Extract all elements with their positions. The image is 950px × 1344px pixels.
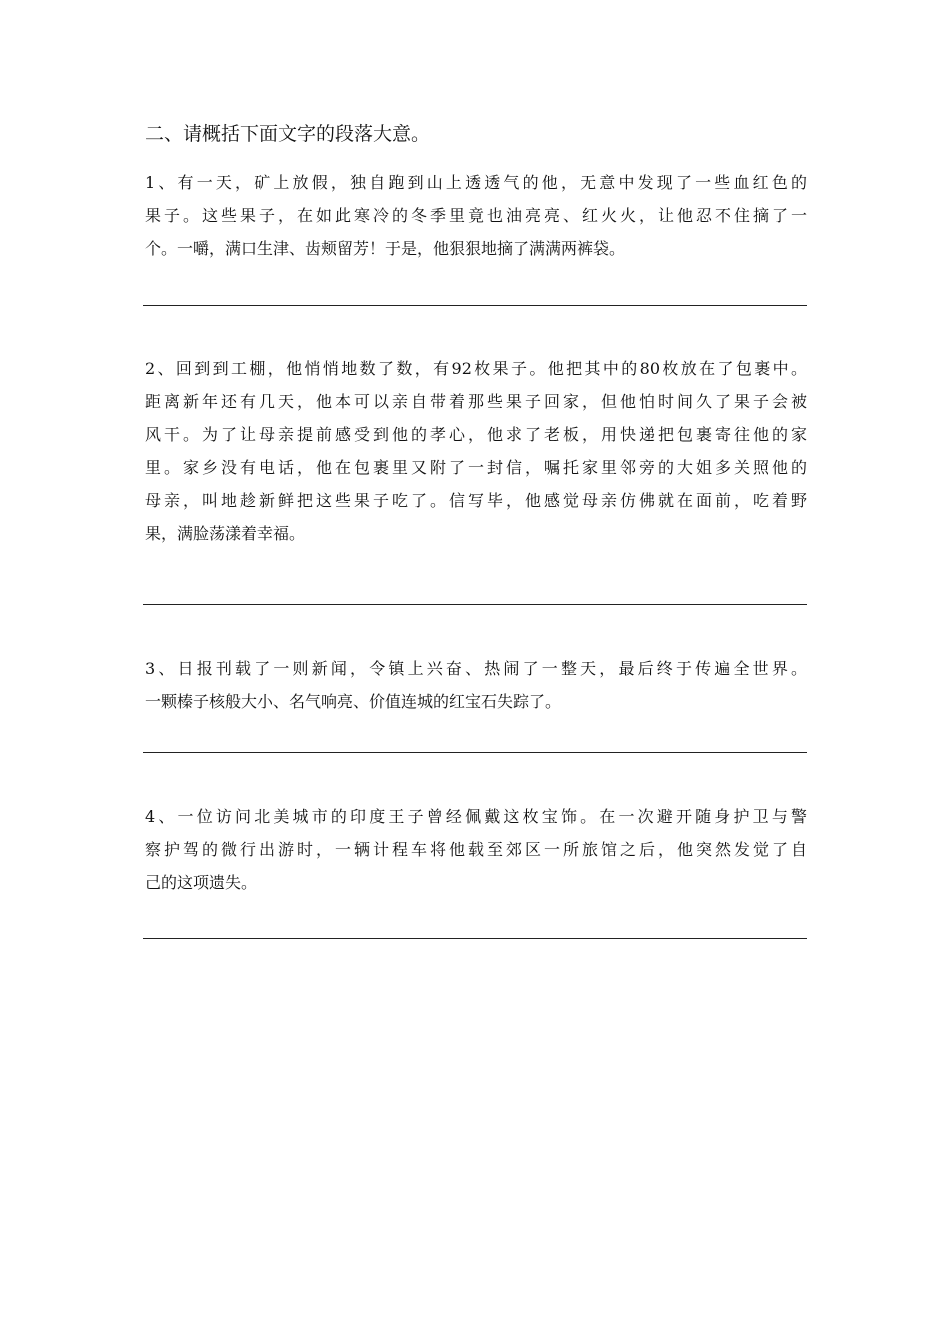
paragraph-line: 2、回到到工棚，他悄悄地数了数，有92枚果子。他把其中的80枚放在了包裹中。 (145, 359, 807, 378)
answer-line-3[interactable] (143, 752, 807, 753)
answer-line-4[interactable] (143, 938, 807, 939)
paragraph-line: 一颗榛子核般大小、名气响亮、价值连城的红宝石失踪了。 (145, 692, 562, 711)
paragraph-3 (145, 652, 807, 718)
paragraph-line: 3、日报刊载了一则新闻，令镇上兴奋、热闹了一整天，最后终于传遍全世界。 (145, 659, 807, 678)
answer-line-1[interactable] (143, 305, 807, 306)
paragraph-line: 1、有一天，矿上放假，独自跑到山上透透气的他，无意中发现了一些血红色的 (145, 173, 807, 192)
paragraph-line: 母亲，叫地趁新鲜把这些果子吃了。信写毕，他感觉母亲仿佛就在面前，吃着野 (145, 491, 807, 510)
paragraph-1 (145, 166, 807, 265)
section-heading: 二、请概括下面文字的段落大意。 (145, 123, 431, 145)
paragraph-2 (145, 352, 807, 550)
paragraph-4 (145, 800, 807, 899)
paragraph-line: 4、一位访问北美城市的印度王子曾经佩戴这枚宝饰。在一次避开随身护卫与警 (145, 807, 807, 826)
paragraph-line: 个。一嚼，满口生津、齿颊留芳！于是，他狠狠地摘了满满两裤袋。 (145, 239, 626, 258)
paragraph-line: 距离新年还有几天，他本可以亲自带着那些果子回家，但他怕时间久了果子会被 (145, 392, 807, 411)
paragraph-line: 里。家乡没有电话，他在包裹里又附了一封信，嘱托家里邻旁的大姐多关照他的 (145, 458, 807, 477)
paragraph-line: 果子。这些果子，在如此寒冷的冬季里竟也油亮亮、红火火，让他忍不住摘了一 (145, 206, 807, 225)
paragraph-line: 风干。为了让母亲提前感受到他的孝心，他求了老板，用快递把包裹寄往他的家 (145, 425, 807, 444)
answer-line-2[interactable] (143, 604, 807, 605)
paragraph-line: 察护驾的微行出游时，一辆计程车将他载至郊区一所旅馆之后，他突然发觉了自 (145, 840, 807, 859)
paragraph-line: 己的这项遗失。 (145, 873, 258, 892)
paragraph-line: 果，满脸荡漾着幸福。 (145, 524, 306, 543)
